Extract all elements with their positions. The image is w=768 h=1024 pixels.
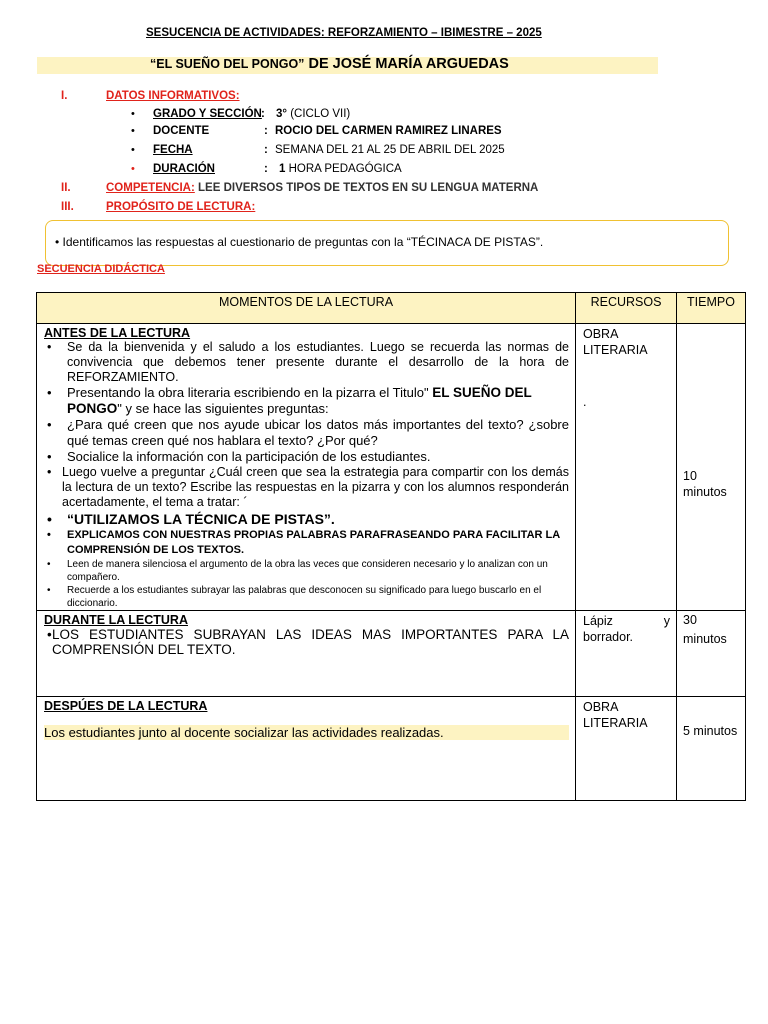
despues-cell — [37, 697, 576, 801]
durante-cell — [37, 611, 576, 697]
despues-recursos — [576, 697, 677, 801]
list-item: • Se da la bienvenida y el saludo a los estudiantes. Luego se recuerda las normas de convivencia que debemos tener presente durante el desarrollo de la hora de REFORZAMIENTO. — [44, 340, 569, 385]
lesson-table — [36, 292, 746, 801]
info-label: DOCENTE — [153, 125, 210, 137]
info-label: DURACIÓN — [153, 163, 215, 175]
section-2 — [106, 182, 538, 194]
info-value: (CICLO VII) — [287, 108, 351, 120]
bullet-icon: • — [131, 163, 135, 175]
section-3-number: III. — [61, 201, 74, 213]
section-1 — [61, 90, 67, 102]
info-value-bold: 3° — [276, 108, 287, 120]
document-header: SESUCENCIA DE ACTIVIDADES: REFORZAMIENTO – IBIMESTRE – 2025 — [146, 27, 542, 39]
durante-tiempo — [677, 611, 746, 697]
section-1-number: I. — [61, 90, 68, 102]
tiempo-unit: minutos — [683, 632, 727, 646]
info-docente — [0, 125, 768, 144]
bullet-icon: • — [131, 125, 135, 137]
secuencia-label: SECUENCIA DIDÁCTICA — [37, 263, 165, 275]
recursos-text: OBRA LITERARIA — [583, 327, 648, 357]
antes-title: ANTES DE LA LECTURA — [44, 326, 191, 340]
info-sep: : — [264, 144, 268, 156]
section-1-label: DATOS INFORMATIVOS: — [106, 90, 240, 102]
header-momentos: MOMENTOS DE LA LECTURA — [37, 293, 576, 324]
tiempo-text: 5 minutos — [683, 724, 738, 738]
info-value: SEMANA DEL 21 AL 25 DE ABRIL DEL 2025 — [275, 144, 505, 156]
header-recursos: RECURSOS — [576, 293, 677, 324]
list-item: • Socialice la información con la participación de los estudiantes. — [44, 449, 569, 465]
list-item: • “UTILIZAMOS LA TÉCNICA DE PISTAS”. — [44, 510, 569, 528]
section-2-number: II. — [61, 182, 71, 194]
section-2-label: COMPETENCIA: — [106, 182, 195, 194]
bullet-icon: • — [131, 144, 135, 156]
list-item-title: EL SUEÑO DEL PONGO — [67, 385, 532, 416]
section-3-label: PROPÓSITO DE LECTURA: — [106, 201, 256, 213]
info-value-bold: 1 — [279, 163, 286, 175]
antes-tiempo — [677, 324, 746, 611]
table-header-row — [37, 293, 746, 324]
list-item: • Recuerde a los estudiantes subrayar las palabras que desconocen su significado para luego buscarlo en el diccionario. — [44, 584, 569, 610]
info-label: FECHA — [153, 144, 193, 156]
title-author: DE JOSÉ MARÍA ARGUEDAS — [304, 56, 509, 72]
recursos-text: Lápiz y borrador. — [583, 614, 670, 644]
antes-cell — [37, 324, 576, 611]
recursos-dot: . — [583, 395, 587, 409]
list-item-text: " y se hace las siguientes preguntas: — [117, 401, 329, 416]
table-row-despues — [37, 697, 746, 801]
table-row-durante — [37, 611, 746, 697]
list-item: • LOS ESTUDIANTES SUBRAYAN LAS IDEAS MAS IMPORTANTES PARA LA COMPRENSIÓN DEL TEXTO. — [44, 627, 569, 657]
durante-title: DURANTE LA LECTURA — [44, 613, 188, 627]
despues-text: Los estudiantes junto al docente socializar las actividades realizadas. — [44, 725, 569, 740]
section-2-text: LEE DIVERSOS TIPOS DE TEXTOS EN SU LENGUA MATERNA — [194, 182, 539, 194]
list-item-text: Presentando la obra literaria escribiendo en la pizarra el Titulo" — [67, 385, 429, 400]
table-row-antes — [37, 324, 746, 611]
info-duracion — [0, 163, 768, 182]
despues-title: DESPÚES DE LA LECTURA — [44, 699, 208, 713]
info-value: HORA PEDAGÓGICA — [285, 163, 402, 175]
list-item — [44, 385, 569, 417]
list-item: • EXPLICAMOS CON NUESTRAS PROPIAS PALABRAS PARAFRASEANDO PARA FACILITAR LA COMPRENSIÓN DE LOS TEXTOS. — [44, 528, 569, 558]
durante-recursos — [576, 611, 677, 697]
tiempo-num: 30 — [683, 613, 697, 627]
info-sep: : — [264, 125, 268, 137]
list-item: • Leen de manera silenciosa el argumento de la obra las veces que consideren necesario y lo analizan con un compañero. — [44, 558, 569, 584]
info-sep: : — [261, 108, 265, 120]
recursos-text: OBRA LITERARIA — [583, 700, 648, 730]
info-label: GRADO Y SECCIÓN — [153, 108, 262, 120]
info-fecha — [0, 144, 768, 163]
header-tiempo: TIEMPO — [677, 293, 746, 324]
title-work: “EL SUEÑO DEL PONGO” — [150, 57, 305, 71]
document-title — [150, 56, 509, 72]
purpose-text: • Identificamos las respuestas al cuestionario de preguntas con la “TÉCINACA DE PISTAS”. — [55, 235, 544, 249]
tiempo-text: 10 minutos — [683, 469, 727, 499]
bullet-icon: • — [131, 108, 135, 120]
antes-recursos — [576, 324, 677, 611]
info-value-bold: ROCIO DEL CARMEN RAMIREZ LINARES — [275, 125, 502, 137]
list-item: • ¿Para qué creen que nos ayude ubicar los datos más importantes del texto? ¿sobre qué temas creen qué nos hablara el texto? ¿Por qué? — [44, 417, 569, 449]
list-item: • Luego vuelve a preguntar ¿Cuál creen que sea la estrategia para compartir con los demás la lectura de un texto? Escribe las respuestas en la pizarra y con los alumnos responderán acertadamente, el tema a tratar: ´ — [44, 465, 569, 510]
info-sep: : — [264, 163, 268, 175]
despues-tiempo — [677, 697, 746, 801]
